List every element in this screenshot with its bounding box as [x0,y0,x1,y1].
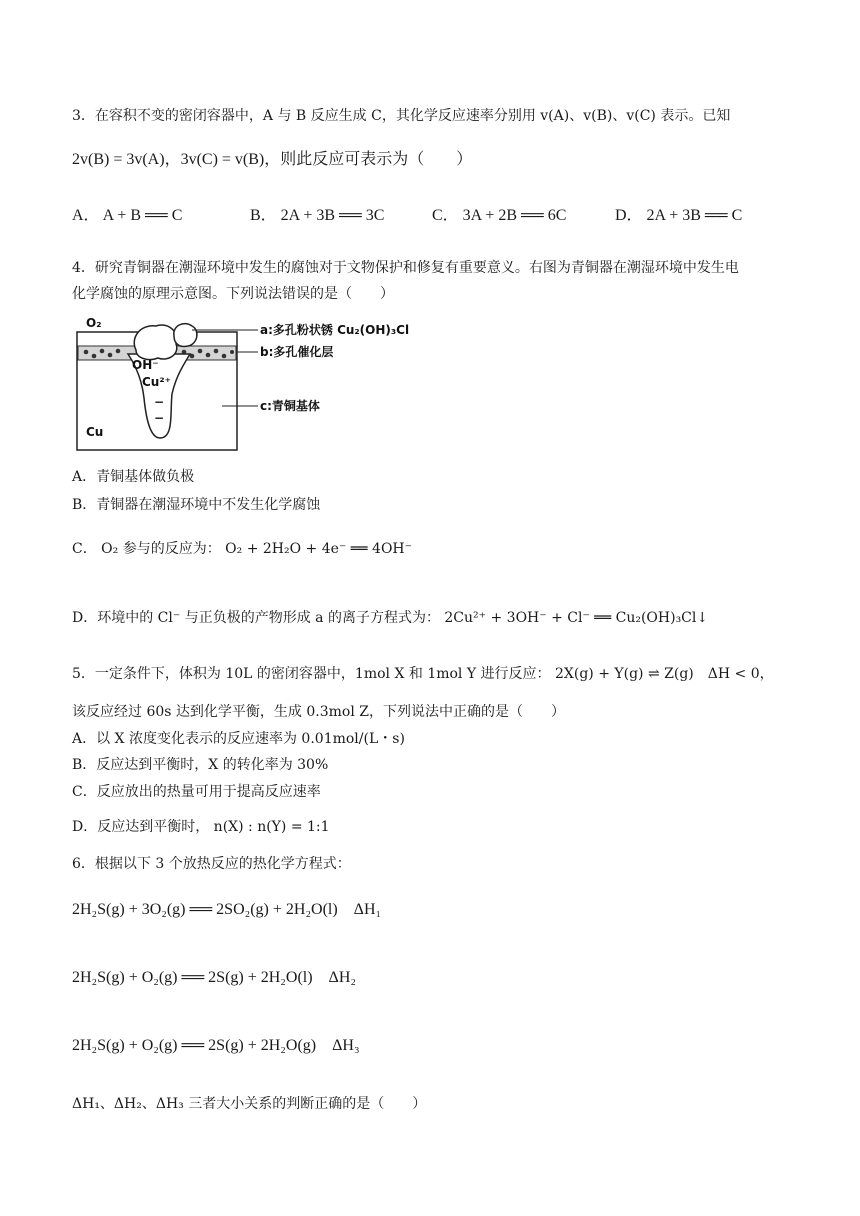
q4-stem-line1: 4．研究青铜器在潮湿环境中发生的腐蚀对于文物保护和修复有重要意义。右图为青铜器在潮湿环境中发生电 [72,260,739,276]
q6-equation-2: 2H₂S(g) + O₂(g) ══ 2S(g) + 2H₂O(l) ΔH₂ [72,969,356,986]
label-c-bronze-base: c:青铜基体 [260,399,320,413]
q3-options [72,206,742,226]
q4-option-a: A．青铜基体做负极 [72,469,195,485]
q5-stem-line1: 5．一定条件下，体积为 10L 的密闭容器中，1mol X 和 1mol Y 进行反应： 2X(g) + Y(g) ⇌ Z(g) ΔH < 0， [72,666,774,682]
label-a-rust: a:多孔粉状锈 Cu₂(OH)₃Cl [260,323,410,337]
q3-option-a: A． A + B ══ C [72,207,183,224]
q4-option-b: B．青铜器在潮湿环境中不发生化学腐蚀 [72,497,321,513]
o2-label: O₂ [86,316,102,330]
q5-stem-line2: 该反应经过 60s 达到化学平衡，生成 0.3mol Z，下列说法中正确的是（ ） [72,704,565,720]
q3-option-c: C． 3A + 2B ══ 6C [432,207,567,224]
q4-option-c: C． O₂ 参与的反应为： O₂ + 2H₂O + 4e⁻ ══ 4OH⁻ [72,541,413,557]
q4-option-d: D．环境中的 Cl⁻ 与正负极的产物形成 a 的离子方程式为： 2Cu²⁺ + 3OH⁻ + Cl⁻ ══ Cu₂(OH)₃Cl↓ [72,610,709,626]
q5-option-b: B．反应达到平衡时，X 的转化率为 30% [72,757,329,773]
label-b-catalytic-layer: b:多孔催化层 [260,345,334,359]
q3-stem-line2: 2v(B) = 3v(A)，3v(C) = v(B)，则此反应可表示为（ ） [72,151,473,168]
cu-label: Cu [86,425,104,439]
oh-ion-label: OH⁻ [132,358,159,372]
q6-equation-1: 2H₂S(g) + 3O₂(g) ══ 2SO₂(g) + 2H₂O(l) ΔH₁ [72,901,382,918]
q5-option-a: A．以 X 浓度变化表示的反应速率为 0.01mol/(L・s) [72,731,405,747]
q3-option-d: D． 2A + 3B ══ C [615,207,743,224]
q5-option-c: C．反应放出的热量可用于提高反应速率 [72,784,321,800]
q3-stem-line1: 3．在容积不变的密闭容器中，A 与 B 反应生成 C，其化学反应速率分别用 v(A)、v(B)、v(C) 表示。已知 [72,108,731,124]
minus-sign-2: − [154,411,165,425]
q4-stem-line2: 化学腐蚀的原理示意图。下列说法错误的是（ ） [72,286,394,302]
q6-intro: 6．根据以下 3 个放热反应的热化学方程式： [72,856,351,872]
bronze-corrosion-diagram [72,314,410,456]
q6-equation-3: 2H₂S(g) + O₂(g) ══ 2S(g) + 2H₂O(g) ΔH₃ [72,1037,360,1054]
q6-question: ΔH₁、ΔH₂、ΔH₃ 三者大小关系的判断正确的是（ ） [72,1096,427,1112]
q5-option-d: D．反应达到平衡时， n(X) : n(Y) = 1:1 [72,819,330,835]
cu2-ion-label: Cu²⁺ [142,375,171,389]
q3-option-b: B． 2A + 3B ══ 3C [250,207,385,224]
minus-sign-1: − [154,395,165,409]
